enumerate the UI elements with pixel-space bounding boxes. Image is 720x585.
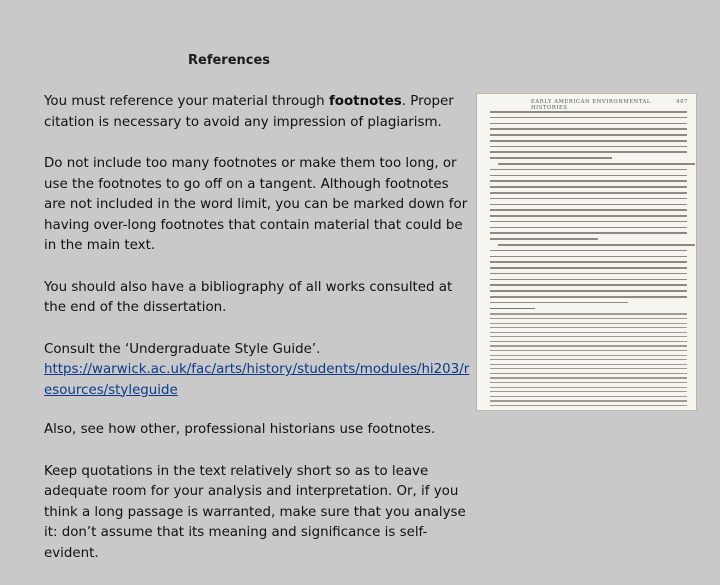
sample-page-line	[490, 290, 687, 292]
sample-page-header	[491, 99, 688, 111]
sample-page-running-head: EARLY AMERICAN ENVIRONMENTAL HISTORIES	[531, 99, 651, 111]
sample-page-line	[490, 279, 687, 281]
paragraph-style-guide: Consult the ‘Undergraduate Style Guide’. https://warwick.ac.uk/fac/arts/history/students/modules/hi203/resources/styleguide	[44, 341, 470, 398]
sample-page-line	[490, 134, 687, 136]
sample-page-line	[490, 128, 687, 130]
sample-page-line	[490, 117, 687, 119]
footnote-rule	[490, 308, 535, 309]
sample-page-line	[490, 146, 687, 148]
footnote-line	[490, 350, 687, 351]
footnote-line	[490, 318, 687, 319]
footnote-line	[490, 396, 687, 397]
sample-page-line	[490, 232, 687, 234]
sample-page-line	[490, 151, 687, 153]
sample-page-line	[490, 273, 687, 275]
footnote-line	[490, 332, 687, 333]
sample-page-line	[490, 256, 687, 258]
footnote-line	[490, 359, 687, 360]
sample-page-line	[490, 180, 687, 182]
sample-page-line	[490, 192, 687, 194]
sample-page-line	[490, 198, 687, 200]
sample-page-line	[490, 111, 687, 113]
footnote-line	[490, 336, 687, 337]
sample-page-line	[490, 123, 687, 125]
sample-page-line	[498, 163, 695, 165]
sample-page-line	[498, 244, 695, 246]
style-guide-link[interactable]: https://warwick.ac.uk/fac/arts/history/students/modules/hi203/resources/styleguide	[44, 362, 470, 398]
footnote-line	[490, 368, 687, 369]
footnote-line	[490, 387, 687, 388]
paragraph-bibliography: You should also have a bibliography of all works consulted at the end of the dissertation.	[44, 279, 453, 315]
paragraph-quotations: Keep quotations in the text relatively short so as to leave adequate room for your analysis and interpretation. Or, if you think a long passage is warranted, make sure that you analyse it: don’t assume that its meaning and significance is self-evident.	[44, 463, 466, 561]
footnote-line	[490, 341, 687, 342]
sample-page-footnotes	[490, 313, 687, 410]
sample-page-line	[490, 215, 687, 217]
paragraph-footnote-length: Do not include too many footnotes or make them too long, or use the footnotes to go off on a tangent. Although footnotes are not included in the word limit, you can be marked down for having over-long footnotes that contain material that could be in the main text.	[44, 156, 468, 253]
footnote-line	[490, 323, 687, 324]
page-title: References	[188, 53, 271, 68]
sample-page-line	[490, 140, 687, 142]
footnote-line	[490, 391, 687, 392]
sample-page-line	[490, 209, 687, 211]
sample-page-line	[490, 284, 687, 286]
footnote-line	[490, 364, 687, 365]
sample-page-line	[490, 296, 687, 298]
sample-page-text-lines	[490, 111, 687, 410]
footnote-line	[490, 313, 687, 314]
sample-page-line	[490, 261, 687, 263]
paragraph-professional-historians: Also, see how other, professional historians use footnotes.	[44, 422, 436, 437]
footnotes-emphasis: footnotes	[328, 94, 402, 109]
sample-page-line	[490, 267, 687, 269]
sample-page-line	[490, 157, 612, 159]
sample-footnoted-page-image	[477, 94, 696, 410]
sample-page-number: 407	[676, 99, 688, 105]
sample-page-line	[490, 175, 687, 177]
sample-page-line	[490, 238, 598, 240]
sample-page-line	[490, 204, 687, 206]
footnote-line	[490, 377, 687, 378]
sample-page-line	[490, 227, 687, 229]
paragraph-footnotes: You must reference your material through footnotes. Proper citation is necessary to avoid any impression of plagiarism.	[44, 94, 454, 130]
footnote-line	[490, 400, 687, 401]
footnote-line	[490, 410, 687, 411]
sample-page-line	[490, 169, 687, 171]
footnote-line	[490, 327, 687, 328]
sample-page-line	[490, 186, 687, 188]
slide-body	[44, 92, 474, 585]
sample-page-line	[490, 250, 687, 252]
sample-page-line	[490, 221, 687, 223]
footnote-line	[490, 382, 687, 383]
footnote-line	[490, 345, 687, 346]
footnote-line	[490, 405, 687, 406]
footnote-line	[490, 373, 687, 374]
footnote-line	[490, 355, 687, 356]
sample-page-line	[490, 302, 628, 304]
